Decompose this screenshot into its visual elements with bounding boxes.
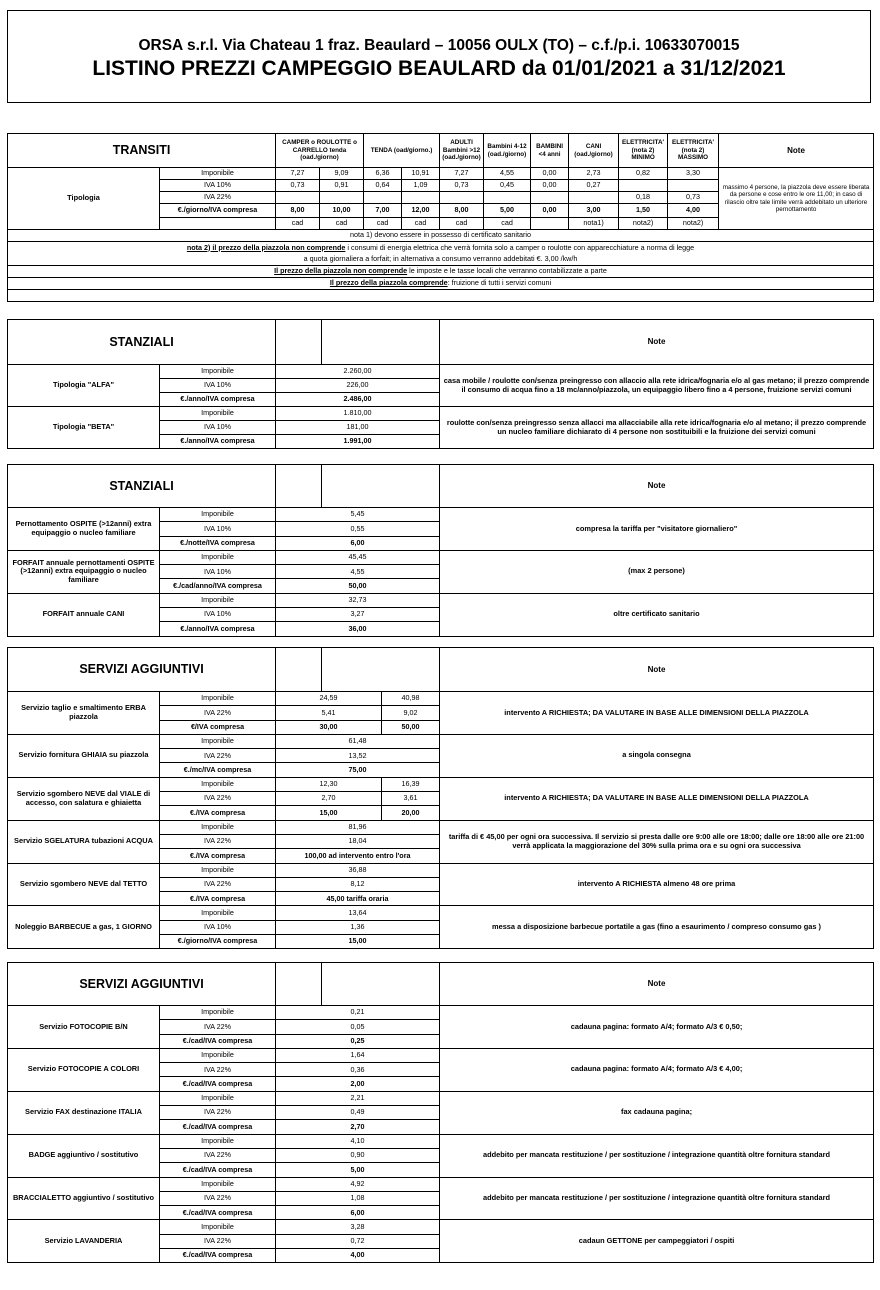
table-row (8, 1220, 874, 1234)
col-header-cani: CANI (oad./giorno) (569, 134, 619, 168)
nota-2 (8, 242, 874, 254)
group-note: cadauna pagina: formato A/4; formato A/3 € 4,00; (440, 1048, 874, 1091)
cell: 0,27 (569, 180, 619, 192)
value-cell: 3,27 (276, 608, 440, 622)
value-cell: 13,52 (276, 749, 440, 763)
cell: 7,27 (440, 168, 484, 180)
value-cell: 9,02 (382, 706, 440, 720)
cell: 4,55 (484, 168, 531, 180)
row-label: €./giorno/IVA compresa (160, 204, 276, 218)
group-note: addebito per mancata restituzione / per sostituzione / integrazione quantità oltre fornitura standard (440, 1177, 874, 1220)
row-label: IVA 22% (160, 1020, 276, 1034)
cell: nota2) (668, 218, 719, 230)
table-row (8, 365, 874, 379)
transiti-note: massimo 4 persone, la piazzola deve essere liberata da persone e cose entro le ore 11,00; in caso di rilascio oltre tale limite verrà addebitato un ulteriore pernottamento (719, 168, 874, 230)
value-cell: 15,00 (276, 935, 440, 949)
value-cell: 4,92 (276, 1177, 440, 1191)
table-row (8, 820, 874, 834)
value-cell: 13,64 (276, 906, 440, 920)
cell: 0,91 (320, 180, 364, 192)
row-label: Imponibile (160, 593, 276, 607)
value-cell: 45,00 tariffa oraria (276, 892, 440, 906)
value-cell: 3,61 (382, 792, 440, 806)
servizi-aggiuntivi-table-1 (7, 647, 874, 949)
row-label: IVA 22% (160, 192, 276, 204)
row-label: Imponibile (160, 1134, 276, 1148)
value-cell: 36,00 (276, 622, 440, 636)
servizi-aggiuntivi-table-2 (7, 962, 874, 1263)
transiti-table (7, 133, 874, 302)
row-label: Imponibile (160, 692, 276, 706)
cell (619, 180, 668, 192)
value-cell: 0,36 (276, 1063, 440, 1077)
row-label: Imponibile (160, 508, 276, 522)
group-label: Servizio fornitura GHIAIA su piazzola (8, 734, 160, 777)
cell: 0,64 (364, 180, 402, 192)
value-cell: 0,25 (276, 1034, 440, 1048)
cell (569, 192, 619, 204)
nota-2-line2: a quota giornaliera a forfait; in alternativa a consumo verranno addebitati €. 3,00 /kw/h (8, 254, 874, 266)
cell: 9,09 (320, 168, 364, 180)
value-cell: 0,49 (276, 1106, 440, 1120)
group-note: messa a disposizione barbecue portatile a gas (fino a esaurimento / compreso consumo gas ) (440, 906, 874, 949)
table-row (8, 1177, 874, 1191)
group-label: Servizio SGELATURA tubazioni ACQUA (8, 820, 160, 863)
value-cell: 15,00 (276, 806, 382, 820)
table-row (8, 692, 874, 706)
value-cell: 20,00 (382, 806, 440, 820)
section-title: SERVIZI AGGIUNTIVI (8, 963, 276, 1006)
cell (440, 192, 484, 204)
cell (531, 192, 569, 204)
value-cell: 5,00 (276, 1163, 440, 1177)
col-header-adulti: ADULTI Bambini >12 (oad./giorno) (440, 134, 484, 168)
value-cell: 0,55 (276, 522, 440, 536)
row-label: €./cad/IVA compresa (160, 1034, 276, 1048)
cell: 7,00 (364, 204, 402, 218)
value-cell: 30,00 (276, 720, 382, 734)
row-label: Imponibile (160, 1091, 276, 1105)
group-note: compresa la tariffa per "visitatore giornaliero" (440, 508, 874, 551)
note-header: Note (440, 648, 874, 692)
value-cell: 61,48 (276, 734, 440, 748)
cell: 0,00 (531, 168, 569, 180)
value-cell: 24,59 (276, 692, 382, 706)
tipologia-label: Tipologia (8, 168, 160, 230)
value-cell: 100,00 ad intervento entro l'ora (276, 849, 440, 863)
document-header (7, 10, 871, 103)
cell: 10,00 (320, 204, 364, 218)
table-row (8, 508, 874, 522)
cell: 0,73 (440, 180, 484, 192)
row-label: IVA 10% (160, 379, 276, 393)
col-header-bambini-4: BAMBINI <4 anni (531, 134, 569, 168)
cell: 1,50 (619, 204, 668, 218)
group-label: FORFAIT annuale pernottamenti OSPITE (>12anni) extra equipaggio o nucleo familiare (8, 550, 160, 593)
row-label: €./IVA compresa (160, 849, 276, 863)
row-label: Imponibile (160, 777, 276, 791)
row-label: IVA 10% (160, 180, 276, 192)
value-cell: 6,00 (276, 536, 440, 550)
price-list-title: LISTINO PREZZI CAMPEGGIO BEAULARD da 01/01/2021 a 31/12/2021 (92, 57, 786, 80)
row-label: IVA 10% (160, 421, 276, 435)
cell: cad (440, 218, 484, 230)
table-row (8, 1134, 874, 1148)
value-cell: 3,28 (276, 1220, 440, 1234)
company-info: ORSA s.r.l. Via Chateau 1 fraz. Beaulard – 10056 OULX (TO) – c.f./p.i. 10633070015 (138, 37, 740, 54)
row-label: IVA 22% (160, 877, 276, 891)
section-title: STANZIALI (8, 465, 276, 508)
group-label: Servizio FOTOCOPIE A COLORI (8, 1048, 160, 1091)
non-comprende-text: le imposte e le tasse locali che verranno contabilizzate a parte (407, 266, 607, 276)
value-cell: 2.486,00 (276, 393, 440, 407)
cell: 0,00 (531, 204, 569, 218)
value-cell: 36,88 (276, 863, 440, 877)
comprende-text: : fruizione di tutti i servizi comuni (447, 278, 552, 288)
row-label: €./giorno/IVA compresa (160, 935, 276, 949)
nota-2-text: i consumi di energia elettrica che verrà fornita solo a camper o roulotte con apparecchiature a norma di legge (345, 242, 695, 252)
comprende (8, 278, 874, 290)
cell (402, 192, 440, 204)
value-cell: 1,08 (276, 1191, 440, 1205)
row-label: €./cad/anno/IVA compresa (160, 579, 276, 593)
value-cell: 18,04 (276, 834, 440, 848)
row-label: Imponibile (160, 1220, 276, 1234)
row-label: IVA 22% (160, 1063, 276, 1077)
cell: 5,00 (484, 204, 531, 218)
cell: nota2) (619, 218, 668, 230)
value-cell: 12,30 (276, 777, 382, 791)
group-label: Servizio FAX destinazione ITALIA (8, 1091, 160, 1134)
empty-header-cell (322, 963, 440, 1006)
empty-header-cell (322, 465, 440, 508)
row-label: €./anno/IVA compresa (160, 393, 276, 407)
row-label: Imponibile (160, 168, 276, 180)
row-label: €./notte/IVA compresa (160, 536, 276, 550)
cell (531, 218, 569, 230)
row-label: €./anno/IVA compresa (160, 435, 276, 449)
row-label: Imponibile (160, 365, 276, 379)
cell: 3,00 (569, 204, 619, 218)
table-row (8, 734, 874, 748)
group-note: intervento A RICHIESTA; DA VALUTARE IN BASE ALLE DIMENSIONI DELLA PIAZZOLA (440, 692, 874, 735)
value-cell: 1.810,00 (276, 407, 440, 421)
transiti-title: TRANSITI (8, 134, 276, 168)
group-label: FORFAIT annuale CANI (8, 593, 160, 636)
group-label: BADGE aggiuntivo / sostitutivo (8, 1134, 160, 1177)
row-label (160, 218, 276, 230)
group-label: BRACCIALETTO aggiuntivo / sostitutivo (8, 1177, 160, 1220)
col-header-bambini-4-12: Bambini 4-12 (oad./giorno) (484, 134, 531, 168)
cell: 0,45 (484, 180, 531, 192)
group-label: Servizio FOTOCOPIE B/N (8, 1006, 160, 1049)
empty-header-cell (322, 320, 440, 365)
empty-header-cell (322, 648, 440, 692)
col-header-elettricita-min: ELETTRICITA' (nota 2) MINIMO (619, 134, 668, 168)
value-cell: 50,00 (382, 720, 440, 734)
value-cell: 226,00 (276, 379, 440, 393)
group-note: cadauna pagina: formato A/4; formato A/3 € 0,50; (440, 1006, 874, 1049)
row-label: €./anno/IVA compresa (160, 622, 276, 636)
value-cell: 0,90 (276, 1148, 440, 1162)
cell (364, 192, 402, 204)
value-cell: 81,96 (276, 820, 440, 834)
row-label: €./mc/IVA compresa (160, 763, 276, 777)
row-label: Imponibile (160, 906, 276, 920)
group-note: intervento A RICHIESTA; DA VALUTARE IN BASE ALLE DIMENSIONI DELLA PIAZZOLA (440, 777, 874, 820)
table-row (8, 550, 874, 564)
empty-header-cell (276, 320, 322, 365)
row-label: Imponibile (160, 1177, 276, 1191)
value-cell: 2,00 (276, 1077, 440, 1091)
cell: 8,00 (440, 204, 484, 218)
table-row (8, 1048, 874, 1062)
value-cell: 2,21 (276, 1091, 440, 1105)
cell (484, 192, 531, 204)
table-row (8, 593, 874, 607)
value-cell: 40,98 (382, 692, 440, 706)
value-cell: 2.260,00 (276, 365, 440, 379)
group-label: Pernottamento OSPITE (>12anni) extra equipaggio o nucleo familiare (8, 508, 160, 551)
row-label: Imponibile (160, 734, 276, 748)
value-cell: 0,21 (276, 1006, 440, 1020)
value-cell: 0,72 (276, 1234, 440, 1248)
value-cell: 45,45 (276, 550, 440, 564)
row-label: Imponibile (160, 1048, 276, 1062)
cell: 8,00 (276, 204, 320, 218)
row-label: €./IVA compresa (160, 806, 276, 820)
group-note: intervento A RICHIESTA almeno 48 ore prima (440, 863, 874, 906)
cell: cad (276, 218, 320, 230)
table-row (8, 863, 874, 877)
cell: 1,09 (402, 180, 440, 192)
group-note: tariffa di € 45,00 per ogni ora successiva. Il servizio si presta dalle ore 9:00 alle ore 18:00; dalle ore 18:00 alle ore 21:00 verrà applicata la maggiorazione del 30% sulla prima ora e su ogni ora successiva (440, 820, 874, 863)
value-cell: 8,12 (276, 877, 440, 891)
section-title: STANZIALI (8, 320, 276, 365)
table-row (8, 407, 874, 421)
table-row (8, 1006, 874, 1020)
group-note: addebito per mancata restituzione / per sostituzione / integrazione quantità oltre fornitura standard (440, 1134, 874, 1177)
group-label: Servizio sgombero NEVE dal TETTO (8, 863, 160, 906)
empty-header-cell (276, 963, 322, 1006)
row-label: IVA 22% (160, 1191, 276, 1205)
stanziali-table-1 (7, 319, 874, 449)
cell: 4,00 (668, 204, 719, 218)
value-cell: 5,45 (276, 508, 440, 522)
row-label: IVA 10% (160, 565, 276, 579)
cell: cad (320, 218, 364, 230)
row-label: €./cad/IVA compresa (160, 1077, 276, 1091)
group-note: casa mobile / roulotte con/senza preingresso con allaccio alla rete idrica/fognaria e/o al gas metano; il prezzo comprende il consumo di acqua fino a 18 mc/anno/piazzola, un equipaggio libero fino a 4 persone, fruizione servizi comuni (440, 365, 874, 407)
col-header-camper: CAMPER o ROULOTTE o CARRELLO tenda (oad./giorno) (276, 134, 364, 168)
value-cell: 2,70 (276, 792, 382, 806)
cell: 0,00 (531, 180, 569, 192)
row-label: Imponibile (160, 550, 276, 564)
value-cell: 75,00 (276, 763, 440, 777)
cell: 10,91 (402, 168, 440, 180)
cell (668, 180, 719, 192)
group-note: a singola consegna (440, 734, 874, 777)
value-cell: 1,64 (276, 1048, 440, 1062)
stanziali-table-2 (7, 464, 874, 637)
row-label: IVA 22% (160, 749, 276, 763)
comprende-label: Il prezzo della piazzola comprende (329, 278, 448, 288)
non-comprende-label: Il prezzo della piazzola non comprende (274, 266, 408, 276)
cell: 6,36 (364, 168, 402, 180)
group-label: Servizio taglio e smaltimento ERBA piazzola (8, 692, 160, 735)
cell: 7,27 (276, 168, 320, 180)
row-label: Imponibile (160, 1006, 276, 1020)
row-label: €./cad/IVA compresa (160, 1163, 276, 1177)
value-cell: 32,73 (276, 593, 440, 607)
row-label: IVA 10% (160, 920, 276, 934)
value-cell: 16,39 (382, 777, 440, 791)
row-label: €/IVA compresa (160, 720, 276, 734)
group-label: Servizio sgombero NEVE dal VIALE di accesso, con salatura e ghiaietta (8, 777, 160, 820)
nota-1: nota 1) devono essere in possesso di certificato sanitario (8, 230, 874, 242)
note-header: Note (719, 134, 874, 168)
cell (276, 192, 320, 204)
section-title: SERVIZI AGGIUNTIVI (8, 648, 276, 692)
row-label: IVA 22% (160, 1148, 276, 1162)
col-header-elettricita-max: ELETTRICITA' (nota 2) MASSIMO (668, 134, 719, 168)
note-header: Note (440, 963, 874, 1006)
row-label: IVA 22% (160, 1234, 276, 1248)
row-label: IVA 22% (160, 792, 276, 806)
row-label: €./cad/IVA compresa (160, 1206, 276, 1220)
row-label: Imponibile (160, 407, 276, 421)
cell: cad (402, 218, 440, 230)
empty-row (8, 290, 874, 302)
row-label: Imponibile (160, 863, 276, 877)
row-label: IVA 10% (160, 522, 276, 536)
group-note: fax cadauna pagina; (440, 1091, 874, 1134)
value-cell: 5,41 (276, 706, 382, 720)
col-header-tenda: TENDA (oad/giorno.) (364, 134, 440, 168)
value-cell: 181,00 (276, 421, 440, 435)
cell: 0,82 (619, 168, 668, 180)
cell: nota1) (569, 218, 619, 230)
table-row (8, 906, 874, 920)
value-cell: 4,55 (276, 565, 440, 579)
empty-header-cell (276, 648, 322, 692)
row-label: €./IVA compresa (160, 892, 276, 906)
cell: 3,30 (668, 168, 719, 180)
group-note: oltre certificato sanitario (440, 593, 874, 636)
cell: cad (364, 218, 402, 230)
value-cell: 4,10 (276, 1134, 440, 1148)
row-label: IVA 22% (160, 1106, 276, 1120)
cell: 0,73 (276, 180, 320, 192)
value-cell: 2,70 (276, 1120, 440, 1134)
cell: cad (484, 218, 531, 230)
cell: 12,00 (402, 204, 440, 218)
cell: 0,73 (668, 192, 719, 204)
group-label: Servizio LAVANDERIA (8, 1220, 160, 1263)
value-cell: 1.991,00 (276, 435, 440, 449)
cell: 2,73 (569, 168, 619, 180)
row-label: €./cad/IVA compresa (160, 1120, 276, 1134)
group-label: Tipologia "BETA" (8, 407, 160, 449)
empty-header-cell (276, 465, 322, 508)
value-cell: 1,36 (276, 920, 440, 934)
row-label: IVA 10% (160, 608, 276, 622)
group-note: roulotte con/senza preingresso senza allacci ma allacciabile alla rete idrica/fognaria e/o al metano; il prezzo comprende un nucleo familiare dichiarato di 4 persone non sostituibili e la fruizione dei servizi comuni (440, 407, 874, 449)
row-label: €./cad/IVA compresa (160, 1249, 276, 1263)
group-label: Tipologia "ALFA" (8, 365, 160, 407)
group-label: Noleggio BARBECUE a gas, 1 GIORNO (8, 906, 160, 949)
cell (320, 192, 364, 204)
group-note: (max 2 persone) (440, 550, 874, 593)
row-label: IVA 22% (160, 834, 276, 848)
note-header: Note (440, 465, 874, 508)
table-row (8, 168, 874, 180)
nota-2-label: nota 2) il prezzo della piazzola non comprende (186, 242, 346, 252)
value-cell: 0,05 (276, 1020, 440, 1034)
note-header: Note (440, 320, 874, 365)
non-comprende (8, 266, 874, 278)
table-row (8, 1091, 874, 1105)
cell: 0,18 (619, 192, 668, 204)
value-cell: 4,00 (276, 1249, 440, 1263)
table-row (8, 777, 874, 791)
row-label: Imponibile (160, 820, 276, 834)
row-label: IVA 22% (160, 706, 276, 720)
value-cell: 6,00 (276, 1206, 440, 1220)
group-note: cadaun GETTONE per campeggiatori / ospiti (440, 1220, 874, 1263)
value-cell: 50,00 (276, 579, 440, 593)
